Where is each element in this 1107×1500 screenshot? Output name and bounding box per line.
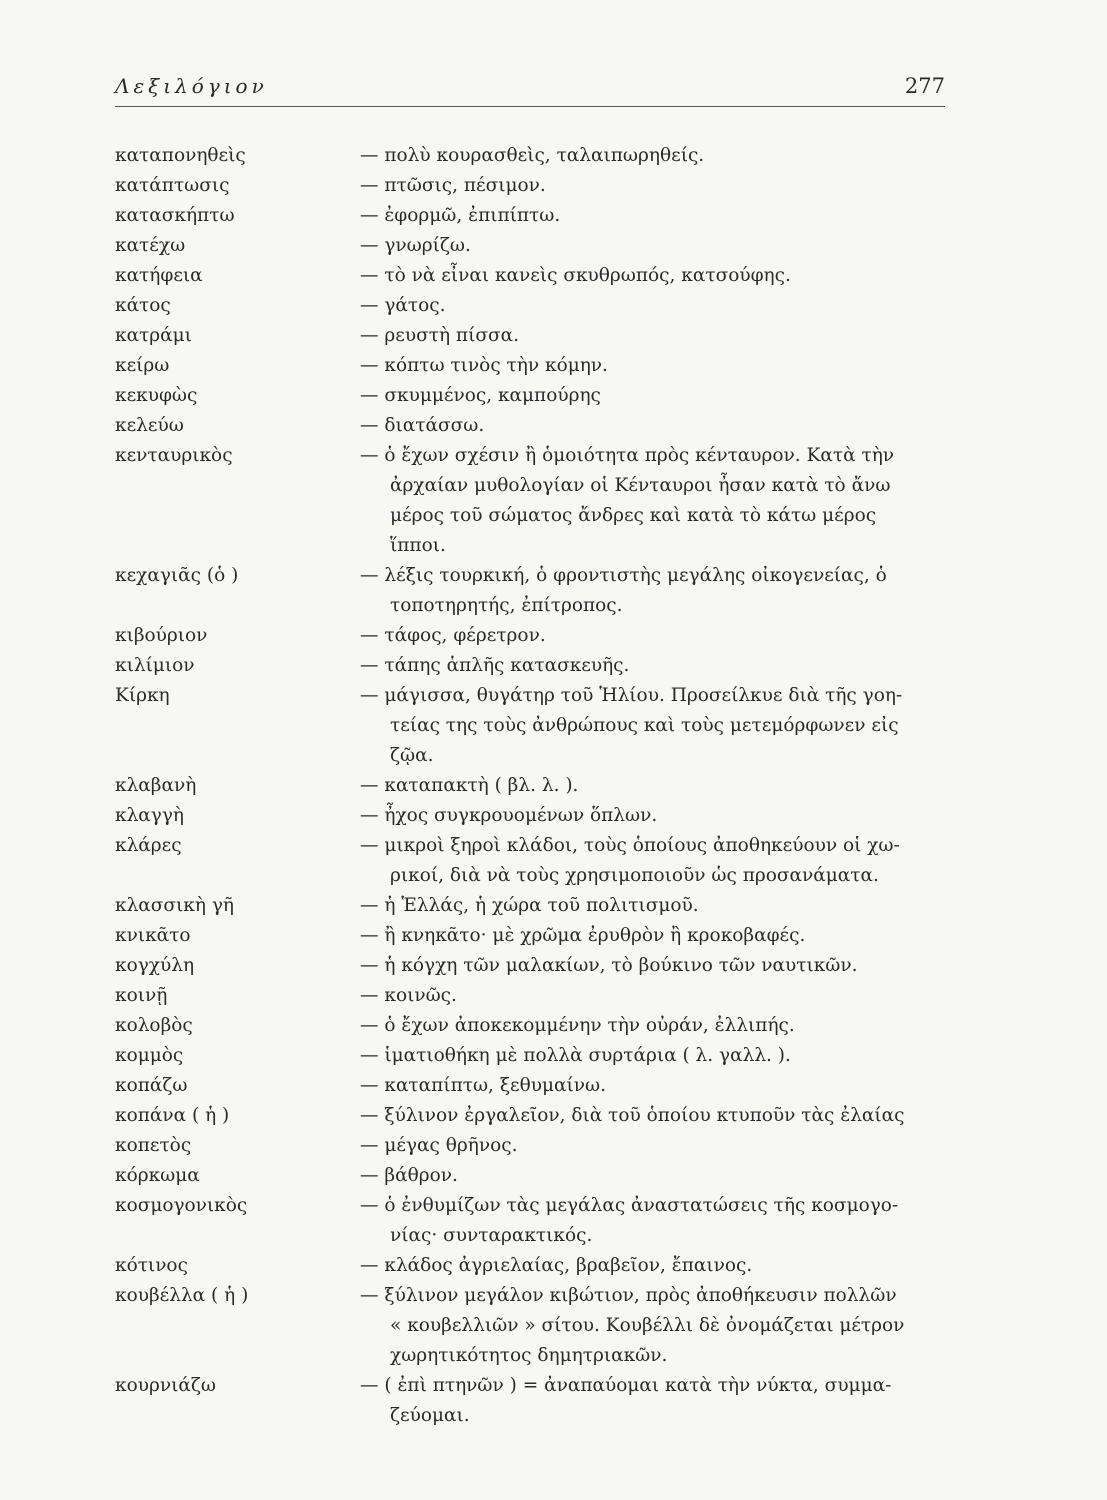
glossary-entry [115, 321, 955, 351]
entry-definition [360, 381, 955, 411]
header-rule [115, 106, 945, 107]
entry-definition [360, 801, 955, 831]
entry-definition [360, 831, 955, 891]
entry-definition [360, 411, 955, 441]
glossary-entry [115, 1371, 955, 1431]
entry-term: κεχαγιᾶς (ὁ ) [115, 565, 239, 586]
definition-line: ζεύομαι. [390, 1405, 470, 1426]
glossary-entry [115, 1041, 955, 1071]
entry-term: κογχύλη [115, 955, 195, 976]
glossary-entry [115, 771, 955, 801]
definition-line: τείας της τοὺς ἀνθρώπους καὶ τοὺς μετεμόρφωνεν εἰς [390, 715, 899, 736]
running-head [115, 72, 945, 106]
entry-term: κατασκήπτω [115, 205, 235, 226]
entry-term: κοπάνα ( ἡ ) [115, 1105, 230, 1126]
definition-line: — σκυμμένος, καμπούρης [360, 385, 601, 406]
glossary-entry [115, 261, 955, 291]
glossary-entry [115, 171, 955, 201]
entry-term: κείρω [115, 355, 170, 376]
definition-line: — διατάσσω. [360, 415, 485, 436]
definition-line: νίας· συνταρακτικός. [390, 1225, 593, 1246]
glossary-entry [115, 981, 955, 1011]
entry-term: κενταυρικὸς [115, 445, 233, 466]
entry-term: κοσμογονικὸς [115, 1195, 248, 1216]
definition-line: — μάγισσα, θυγάτηρ τοῦ Ἡλίου. Προσείλκυε διὰ τῆς γοη- [360, 685, 903, 706]
entry-term: κοινῇ [115, 985, 168, 1006]
glossary-entry [115, 1131, 955, 1161]
entry-definition [360, 1041, 955, 1071]
entry-term: Κίρκη [115, 685, 170, 706]
entry-definition [360, 891, 955, 921]
entry-definition [360, 771, 955, 801]
definition-line: — γάτος. [360, 295, 446, 316]
definition-line: — ὁ ἐνθυμίζων τὰς μεγάλας ἀναστατώσεις τῆς κοσμογο- [360, 1195, 899, 1216]
glossary-entry [115, 201, 955, 231]
entry-term: κολοβὸς [115, 1015, 193, 1036]
entry-definition [360, 1101, 955, 1131]
definition-line: — τὸ νὰ εἶναι κανεὶς σκυθρωπός, κατσούφης. [360, 265, 791, 286]
entry-term: κλάρες [115, 835, 182, 856]
glossary-entry [115, 1011, 955, 1041]
entry-term: κοπετὸς [115, 1135, 192, 1156]
glossary-entry [115, 831, 955, 891]
glossary-entry [115, 351, 955, 381]
entry-definition [360, 1251, 955, 1281]
entry-definition [360, 1191, 955, 1251]
definition-line: ἵπποι. [390, 535, 446, 556]
entry-definition [360, 1371, 955, 1431]
entry-term: κατράμι [115, 325, 192, 346]
entry-term: κλαγγὴ [115, 805, 184, 826]
definition-line: — ξύλινον ἐργαλεῖον, διὰ τοῦ ὁποίου κτυποῦν τὰς ἐλαίας [360, 1105, 905, 1126]
glossary-entry [115, 891, 955, 921]
definition-line: « κουβελλιῶν » σίτου. Κουβέλλι δὲ ὀνομάζεται μέτρον [390, 1315, 905, 1336]
definition-line: ρικοί, διὰ νὰ τοὺς χρησιμοποιοῦν ὡς προσανάματα. [390, 865, 879, 886]
glossary-entry [115, 291, 955, 321]
entry-term: κελεύω [115, 415, 184, 436]
entry-term: κουρνιάζω [115, 1375, 216, 1396]
definition-line: — ρευστὴ πίσσα. [360, 325, 519, 346]
glossary-entry [115, 681, 955, 771]
definition-line: — ἢ κνηκᾶτο· μὲ χρῶμα ἐρυθρὸν ἢ κροκοβαφές. [360, 925, 806, 946]
glossary-entry [115, 1161, 955, 1191]
entry-term: κατήφεια [115, 265, 203, 286]
entry-term: κομμὸς [115, 1045, 184, 1066]
glossary-entry [115, 561, 955, 621]
definition-line: — κλάδος ἀγριελαίας, βραβεῖον, ἔπαινος. [360, 1255, 753, 1276]
definition-line: — βάθρον. [360, 1165, 458, 1186]
entry-definition [360, 1131, 955, 1161]
entry-definition [360, 1011, 955, 1041]
glossary-entry [115, 651, 955, 681]
entry-term: κοπάζω [115, 1075, 188, 1096]
glossary-entry [115, 441, 955, 561]
definition-line: — μικροὶ ξηροὶ κλάδοι, τοὺς ὁποίους ἀποθηκεύουν οἱ χω- [360, 835, 900, 856]
entry-term: κιλίμιον [115, 655, 195, 676]
definition-line: τοποτηρητής, ἐπίτροπος. [390, 595, 623, 616]
entry-term: κουβέλλα ( ἡ ) [115, 1285, 249, 1306]
definition-line: — γνωρίζω. [360, 235, 471, 256]
definition-line: — ( ἐπὶ πτηνῶν ) = ἀναπαύομαι κατὰ τὴν νύκτα, συμμα- [360, 1375, 892, 1396]
definition-line: — ἦχος συγκρουομένων ὅπλων. [360, 805, 658, 826]
glossary-entry [115, 411, 955, 441]
entry-term: κόρκωμα [115, 1165, 200, 1186]
entry-definition [360, 351, 955, 381]
definition-line: ἀρχαίαν μυθολογίαν οἱ Κένταυροι ἦσαν κατὰ τὸ ἄνω [390, 475, 891, 496]
running-title: Λεξιλόγιον [115, 74, 268, 98]
definition-line: — καταπίπτω, ξεθυμαίνω. [360, 1075, 606, 1096]
definition-line: — κοινῶς. [360, 985, 457, 1006]
glossary-entry [115, 921, 955, 951]
entry-definition [360, 951, 955, 981]
glossary-entry [115, 381, 955, 411]
entry-term: κατάπτωσις [115, 175, 230, 196]
entry-term: κνικᾶτο [115, 925, 191, 946]
definition-line: — ἡ κόγχη τῶν μαλακίων, τὸ βούκινο τῶν ναυτικῶν. [360, 955, 858, 976]
entry-definition [360, 141, 955, 171]
entry-definition [360, 561, 955, 621]
glossary-entry [115, 1251, 955, 1281]
entry-term: κάτος [115, 295, 171, 316]
glossary-entry [115, 231, 955, 261]
entry-definition [360, 1071, 955, 1101]
definition-line: — ξύλινον μεγάλον κιβώτιον, πρὸς ἀποθήκευσιν πολλῶν [360, 1285, 897, 1306]
definition-line: — ἡ Ἑλλάς, ἡ χώρα τοῦ πολιτισμοῦ. [360, 895, 699, 916]
entry-definition [360, 1281, 955, 1371]
entry-term: κεκυφὼς [115, 385, 198, 406]
definition-line: — μέγας θρῆνος. [360, 1135, 518, 1156]
glossary-entry [115, 141, 955, 171]
entry-definition [360, 921, 955, 951]
definition-line: — ἱματιοθήκη μὲ πολλὰ συρτάρια ( λ. γαλλ. ). [360, 1045, 791, 1066]
entry-definition [360, 1161, 955, 1191]
glossary-entry [115, 951, 955, 981]
entry-term: καταπονηθεὶς [115, 145, 246, 166]
glossary-entry [115, 1101, 955, 1131]
definition-line: — πτῶσις, πέσιμον. [360, 175, 546, 196]
entry-definition [360, 171, 955, 201]
entry-definition [360, 231, 955, 261]
entry-term: κλασσικὴ γῆ [115, 895, 234, 916]
definition-line: μέρος τοῦ σώματος ἄνδρες καὶ κατὰ τὸ κάτω μέρος [390, 505, 877, 526]
entry-definition [360, 291, 955, 321]
glossary-entry [115, 801, 955, 831]
definition-line: ζῷα. [390, 745, 434, 766]
glossary-entry [115, 1071, 955, 1101]
definition-line: — τάπης ἁπλῆς κατασκευῆς. [360, 655, 630, 676]
entry-term: κότινος [115, 1255, 188, 1276]
entry-definition [360, 201, 955, 231]
page-number: 277 [904, 74, 945, 98]
definition-line: χωρητικότητος δημητριακῶν. [390, 1345, 668, 1366]
definition-line: — πολὺ κουρασθεὶς, ταλαιπωρηθείς. [360, 145, 705, 166]
entry-definition [360, 981, 955, 1011]
entry-definition [360, 321, 955, 351]
definition-line: — λέξις τουρκική, ὁ φροντιστὴς μεγάλης οἰκογενείας, ὁ [360, 565, 887, 586]
definition-line: — τάφος, φέρετρον. [360, 625, 546, 646]
entry-term: κιβούριον [115, 625, 208, 646]
entry-definition [360, 441, 955, 561]
entry-term: κατέχω [115, 235, 186, 256]
entry-definition [360, 651, 955, 681]
entry-definition [360, 621, 955, 651]
glossary-list [115, 141, 955, 1431]
entry-term: κλαβανὴ [115, 775, 197, 796]
glossary-entry [115, 621, 955, 651]
entry-definition [360, 261, 955, 291]
definition-line: — ὁ ἔχων ἀποκεκομμένην τὴν οὐράν, ἐλλιπής. [360, 1015, 795, 1036]
glossary-entry [115, 1191, 955, 1251]
entry-definition [360, 681, 955, 771]
definition-line: — καταπακτὴ ( βλ. λ. ). [360, 775, 579, 796]
definition-line: — ἐφορμῶ, ἐπιπίπτω. [360, 205, 561, 226]
definition-line: — κόπτω τινὸς τὴν κόμην. [360, 355, 608, 376]
definition-line: — ὁ ἔχων σχέσιν ἢ ὁμοιότητα πρὸς κένταυρον. Κατὰ τὴν [360, 445, 895, 466]
glossary-entry [115, 1281, 955, 1371]
